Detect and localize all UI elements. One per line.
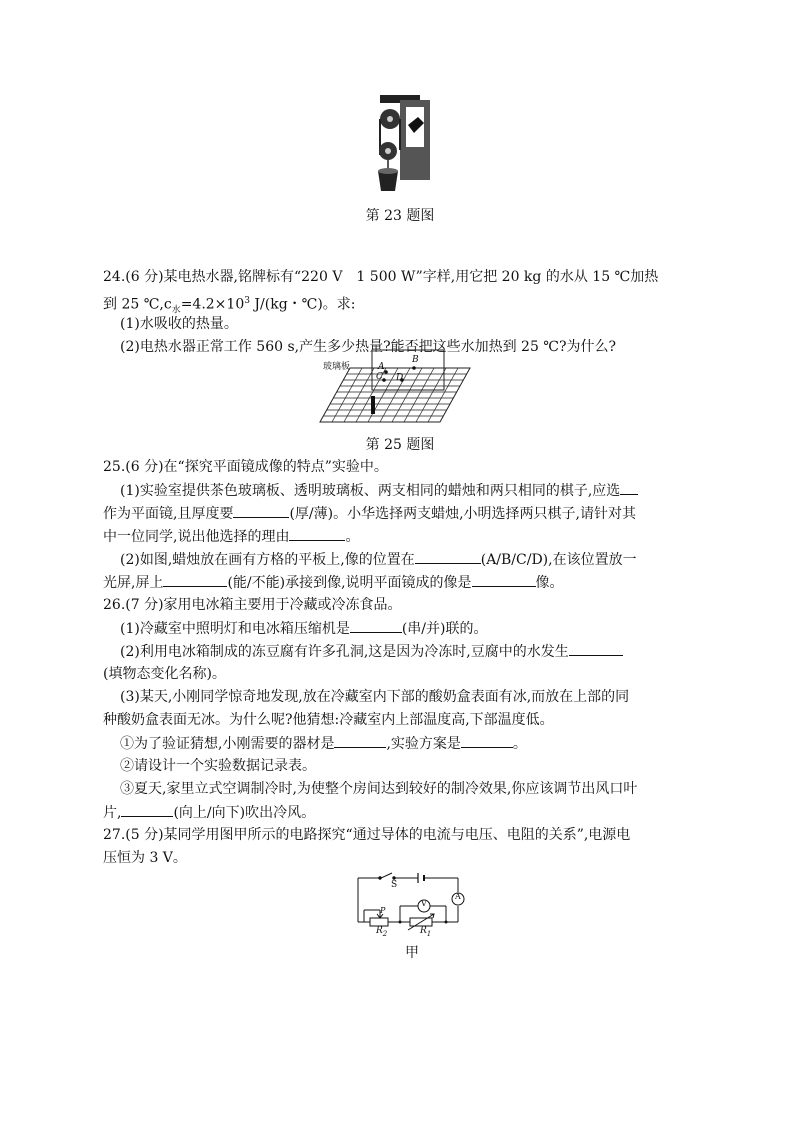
fig25-caption: 第 25 题图 — [365, 437, 435, 453]
switch-label: S — [391, 880, 398, 890]
answer-blank[interactable] — [472, 572, 536, 587]
answer-blank[interactable] — [461, 733, 513, 748]
q27-line2: 压恒为 3 V。 — [103, 850, 187, 866]
q26-line8: ②请设计一个实验数据记录表。 — [120, 758, 316, 774]
q24-text: 到 25 ℃,c — [103, 296, 172, 313]
q24-sub1: (1)水吸收的热量。 — [120, 316, 238, 332]
point-b-label: B — [412, 355, 419, 365]
voltmeter-label: V — [421, 899, 427, 908]
q25-text: 作为平面镜,且厚度要 — [103, 506, 234, 522]
q26-line7 — [120, 733, 527, 754]
q26-text: ,实验方案是 — [386, 736, 461, 752]
q26-line3 — [120, 641, 623, 662]
q26-line2 — [120, 618, 487, 639]
answer-blank[interactable] — [569, 641, 623, 656]
q25-line5 — [120, 549, 637, 570]
circuit-diagram — [350, 872, 470, 932]
answer-blank[interactable] — [289, 526, 345, 541]
q25-line3 — [103, 503, 636, 524]
slider-label: P — [380, 906, 386, 915]
q25-text: 光屏,屏上 — [103, 575, 164, 591]
q25-text: (能/不能)承接到像,说明平面镜成的像是 — [227, 575, 472, 591]
q24-sub: 水 — [171, 305, 181, 316]
q27-line1: 27.(5 分)某同学用图甲所示的电路探究“通过导体的电流与电压、电阻的关系”,电源电 — [103, 827, 631, 843]
answer-blank[interactable] — [121, 802, 173, 817]
q24-text: =4.2×10 — [180, 296, 245, 313]
q24-line1: 24.(6 分)某电热水器,铭牌标有“220 V 1 500 W”字样,用它把 20 kg 的水从 15 ℃加热 — [103, 269, 659, 285]
point-a-label: A — [378, 362, 385, 372]
q25-text: 中一位同学,说出他选择的理由 — [103, 529, 290, 545]
q26-line9: ③夏天,家里立式空调制冷时,为使整个房间达到较好的制冷效果,你应该调节出风口叶 — [120, 781, 638, 797]
answer-blank[interactable] — [415, 549, 481, 564]
q25-text: (厚/薄)。小华选择两支蜡烛,小明选择两只棋子,请针对其 — [289, 506, 636, 522]
q26-text: 片, — [103, 805, 122, 821]
ammeter-label: A — [455, 892, 461, 901]
r2-sub: 2 — [382, 929, 388, 938]
r2-label — [376, 926, 387, 938]
q25-text: 。 — [345, 529, 360, 545]
answer-blank[interactable] — [620, 480, 638, 495]
q25-text: (2)如图,蜡烛放在画有方格的平板上,像的位置在 — [120, 552, 415, 568]
q26-line10 — [103, 802, 315, 823]
q25-line6 — [103, 572, 564, 593]
q24-text: J/(kg・℃)。求: — [249, 296, 356, 313]
answer-blank[interactable] — [334, 733, 386, 748]
point-c-label: C — [376, 372, 383, 382]
q26-text: ①为了验证猜想,小刚需要的器材是 — [120, 736, 335, 752]
r1-label — [420, 926, 431, 938]
q26-text: (串/并)联的。 — [401, 621, 488, 637]
q24-sub2: (2)电热水器正常工作 560 s,产生多少热量?能否把这些水加热到 25 ℃?为什么? — [120, 339, 616, 355]
q26-text: (向上/向下)吹出冷风。 — [173, 805, 316, 821]
circuit-caption: 甲 — [405, 945, 419, 961]
q26-line6: 种酸奶盒表面无冰。为什么呢?他猜想:冷藏室内上部温度高,下部温度低。 — [103, 712, 554, 728]
answer-blank[interactable] — [350, 618, 402, 633]
q26-text: (2)利用电冰箱制成的冻豆腐有许多孔洞,这是因为冷冻时,豆腐中的水发生 — [120, 644, 569, 660]
q26-line1: 26.(7 分)家用电冰箱主要用于冷藏或冷冻食品。 — [103, 597, 402, 613]
r1-text: R — [420, 926, 427, 936]
fig23-caption: 第 23 题图 — [365, 208, 435, 224]
pulley-figure — [360, 95, 440, 195]
r1-sub: 1 — [426, 929, 432, 938]
q25-text: 像。 — [535, 575, 564, 591]
answer-blank[interactable] — [233, 503, 289, 518]
q25-text: (1)实验室提供茶色玻璃板、透明玻璃板、两支相同的蜡烛和两只相同的棋子,应选 — [120, 483, 621, 499]
q25-text: (A/B/C/D),在该位置放一 — [480, 552, 637, 568]
q24-sup: 3 — [244, 296, 250, 306]
point-d-label: D — [396, 373, 404, 383]
glass-label: 玻璃板 — [323, 362, 351, 372]
r2-text: R — [376, 926, 383, 936]
q26-line5: (3)某天,小刚同学惊奇地发现,放在冷藏室内下部的酸奶盒表面有冰,而放在上部的同 — [120, 689, 630, 705]
q25-line1: 25.(6 分)在“探究平面镜成像的特点”实验中。 — [103, 459, 388, 475]
q25-line4 — [103, 526, 359, 547]
q26-line4: (填物态变化名称)。 — [103, 666, 226, 682]
q26-text: (1)冷藏室中照明灯和电冰箱压缩机是 — [120, 621, 350, 637]
q25-line2 — [120, 480, 638, 501]
q26-text: 。 — [512, 736, 527, 752]
answer-blank[interactable] — [163, 572, 227, 587]
